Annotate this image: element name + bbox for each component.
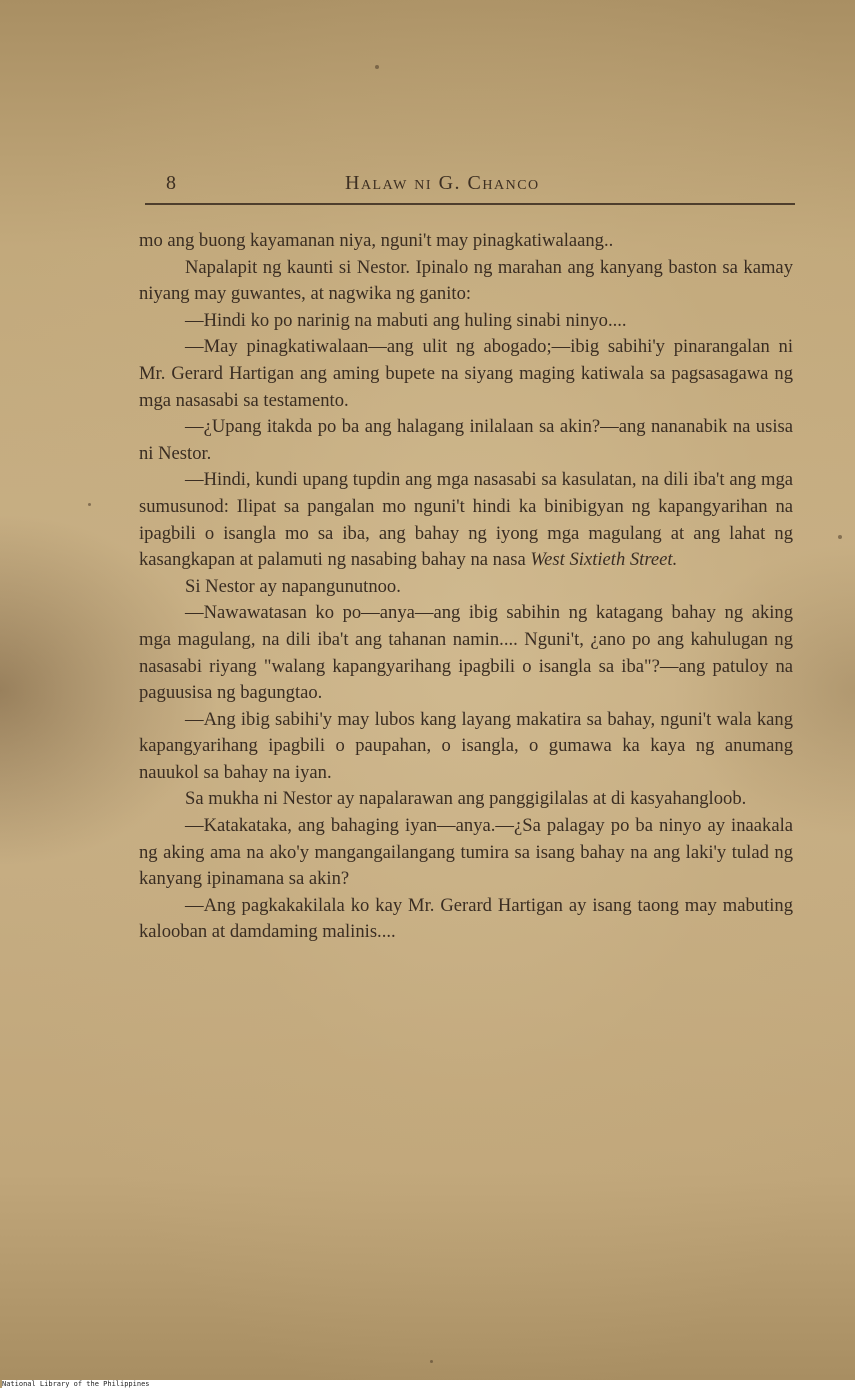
paragraph: —Hindi ko po narinig na mabuti ang huling sinabi ninyo....: [185, 309, 627, 331]
header-rule: [145, 203, 795, 205]
paragraph: Sa mukha ni Nestor ay napalarawan ang panggigilalas at di kasyahangloob.: [185, 788, 747, 810]
paragraph: Napalapit ng kaunti si Nestor. Ipinalo ng marahan ang kanyang baston sa kamay niyang may guwantes, at nagwika ng ganito:: [139, 256, 793, 305]
street-name: West Sixtieth Street.: [530, 549, 678, 571]
body-text: [139, 228, 793, 946]
paragraph-with-street: [139, 467, 793, 573]
running-head: [160, 172, 800, 202]
paragraph: —Ang ibig sabihi'y may lubos kang layang makatira sa bahay, nguni't wala kang kapangyarihang ipagbili o paupahan, o isangla, o gumawa ka kaya ng anumang nauukol sa bahay na iyan.: [139, 708, 793, 783]
paragraph: —Katakataka, ang bahaging iyan—anya.—¿Sa palagay po ba ninyo ay inaakala ng aking ama na ako'y mangangailangang tumira sa isang bahay na ang laki'y tulad ng kanyang ipinamana sa akin?: [139, 815, 793, 890]
running-title: Halaw ni G. Chanco: [345, 172, 540, 194]
paper-speck: [88, 503, 91, 506]
paragraph: —Ang pagkakakilala ko kay Mr. Gerard Hartigan ay isang taong may mabuting kalooban at damdaming malinis....: [139, 894, 793, 943]
library-credit: National Library of the Philippines: [2, 1380, 855, 1388]
paragraph: —May pinagkatiwalaan—ang ulit ng abogado;—ibig sabihi'y pinarangalan ni Mr. Gerard Hartigan ang aming bupete na siyang maging katiwala sa pagsasagawa ng mga nasasabi sa testamento.: [139, 336, 793, 411]
paper-speck: [430, 1360, 433, 1363]
paper-speck: [375, 65, 379, 69]
paragraph: —¿Upang itakda po ba ang halagang inilalaan sa akin?—ang nananabik na usisa ni Nestor.: [139, 416, 793, 464]
paragraph-text: —Hindi, kundi upang tupdin ang mga nasasabi sa kasulatan, na dili iba't ang mga sumusunod: Ilipat sa pangalan mo nguni't hindi ka binibigyan ng kapangyarihan na ipagbili o isangla mo sa iba, ang bahay ng iyong mga magulang at ang lahat ng kasangkapan at palamuti ng nasabing bahay na nasa: [139, 469, 793, 571]
paragraph: Si Nestor ay napangunutnoo.: [185, 575, 401, 597]
paper-speck: [838, 535, 842, 539]
page-number: 8: [166, 172, 176, 194]
paragraph: mo ang buong kayamanan niya, nguni't may pinagkatiwalaang..: [139, 230, 614, 251]
paragraph: —Nawawatasan ko po—anya—ang ibig sabihin ng katagang bahay ng aking mga magulang, na dili iba't ang tahanan namin.... Nguni't, ¿ano po ang kahulugan ng nasasabi riyang "walang kapangyarihang ipagbili o isangla sa iba"?—ang patuloy na paguusisa ng bagungtao.: [139, 602, 793, 704]
